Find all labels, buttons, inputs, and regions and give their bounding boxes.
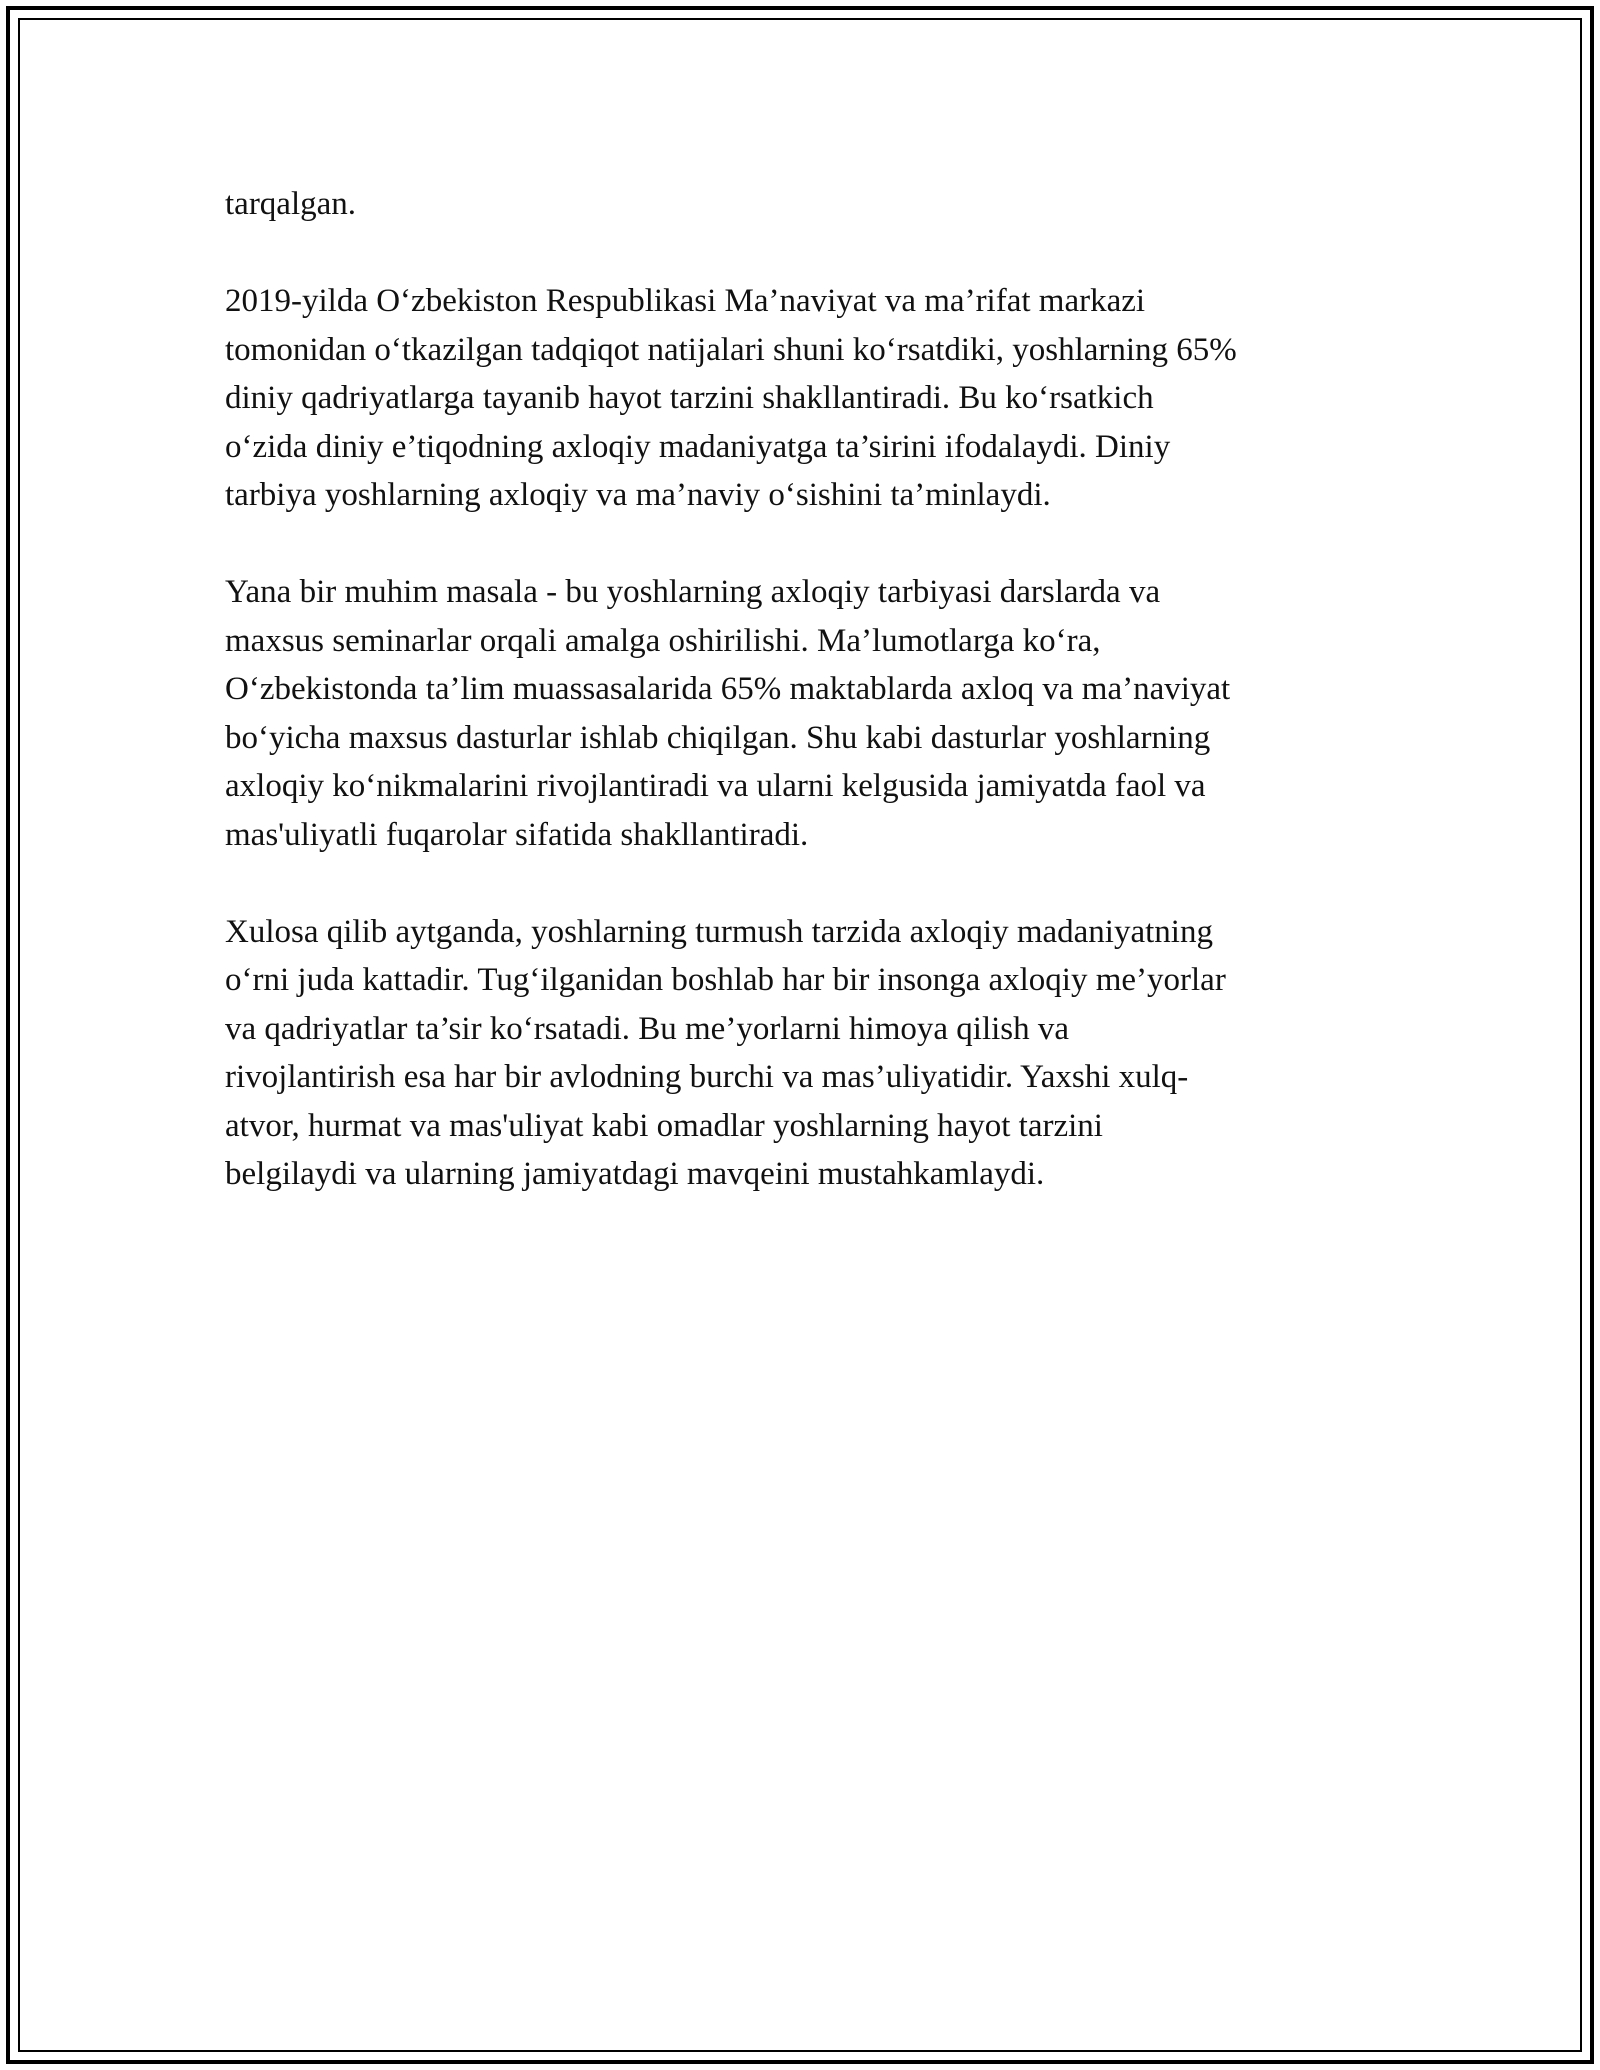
text-line: Xulosa qilib aytganda, yoshlarning turmush tarzida axloqiy madaniyatning <box>225 913 1213 950</box>
text-line: va qadriyatlar ta’sir ko‘rsatadi. Bu me’yorlarni himoya qilish va <box>225 1010 1070 1047</box>
text-line: belgilaydi va ularning jamiyatdagi mavqeini mustahkamlaydi. <box>225 1156 1045 1192</box>
document-body <box>225 180 1365 1247</box>
text-line: mas'uliyatli fuqarolar sifatida shakllantiradi. <box>225 816 809 853</box>
text-line: o‘rni juda kattadir. Tug‘ilganidan boshlab har bir insonga axloqiy me’yorlar <box>225 962 1226 998</box>
paragraph-conclusion <box>225 908 1365 1199</box>
text-line: tomonidan o‘tkazilgan tadqiqot natijalari shuni ko‘rsatdiki, yoshlarning 65% <box>225 331 1237 368</box>
paragraph-education-programs <box>225 568 1365 859</box>
text-line: tarbiya yoshlarning axloqiy va ma’naviy o‘sishini ta’minlaydi. <box>225 477 1051 513</box>
text-line: axloqiy ko‘nikmalarini rivojlantiradi va ularni kelgusida jamiyatda faol va <box>225 768 1206 804</box>
text-line: diniy qadriyatlarga tayanib hayot tarzini shakllantiradi. Bu ko‘rsatkich <box>225 380 1154 416</box>
text-line: bo‘yicha maxsus dasturlar ishlab chiqilgan. Shu kabi dasturlar yoshlarning <box>225 719 1211 756</box>
text-line: o‘zida diniy e’tiqodning axloqiy madaniyatga ta’sirini ifodalaydi. Diniy <box>225 428 1171 465</box>
text-line: 2019-yilda O‘zbekiston Respublikasi Ma’naviyat va ma’rifat markazi <box>225 283 1146 319</box>
paragraph-survey-2019 <box>225 277 1365 520</box>
text-line: O‘zbekistonda ta’lim muassasalarida 65% maktablarda axloq va ma’naviyat <box>225 671 1231 707</box>
paragraph-continuation <box>225 180 1365 229</box>
text-line: rivojlantirish esa har bir avlodning burchi va mas’uliyatidir. Yaxshi xulq- <box>225 1059 1189 1095</box>
text-line: maxsus seminarlar orqali amalga oshirilishi. Ma’lumotlarga ko‘ra, <box>225 622 1101 659</box>
text-line: atvor, hurmat va mas'uliyat kabi omadlar yoshlarning hayot tarzini <box>225 1107 1103 1144</box>
text-line: Yana bir muhim masala - bu yoshlarning axloqiy tarbiyasi darslarda va <box>225 574 1161 610</box>
text-line: tarqalgan. <box>225 186 357 222</box>
